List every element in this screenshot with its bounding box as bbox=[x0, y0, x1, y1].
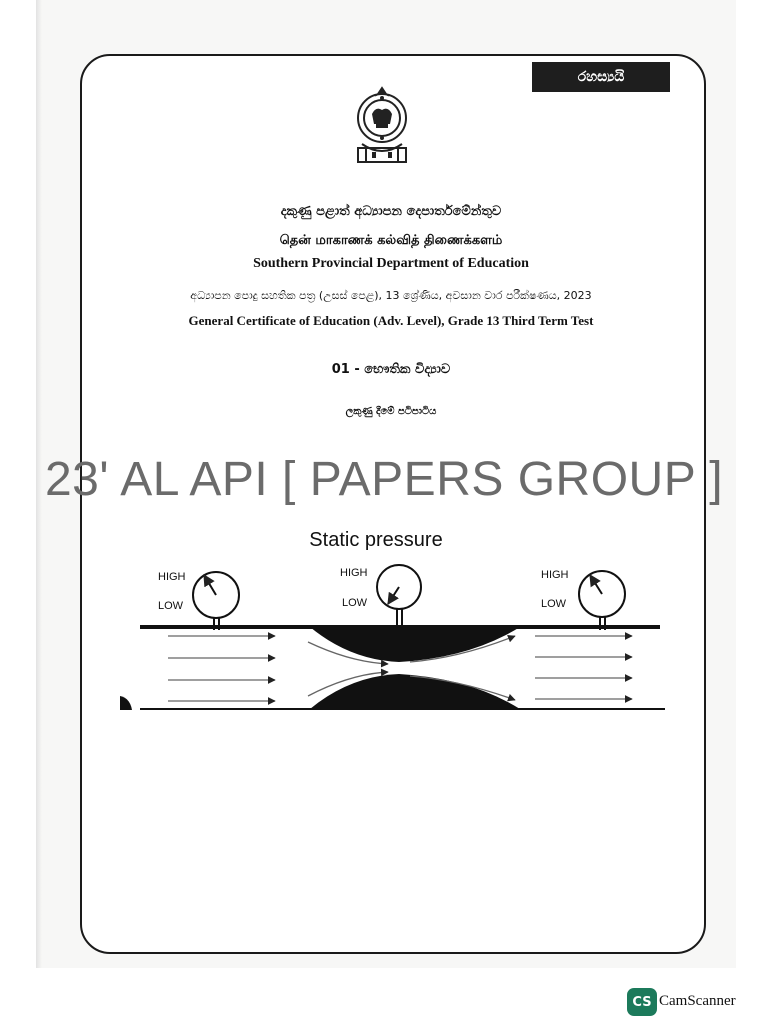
gauge-high-label: HIGH bbox=[340, 567, 368, 579]
department-name-english: Southern Provincial Department of Education bbox=[253, 256, 529, 271]
gauge-low-label: LOW bbox=[342, 597, 368, 609]
camscanner-brand: CamScanner bbox=[659, 993, 736, 1009]
gauge-low-label: LOW bbox=[541, 598, 567, 610]
pressure-gauge-right bbox=[541, 569, 625, 630]
marking-scheme-label: ලකුණු දීමේ පටිපාටිය bbox=[345, 406, 437, 417]
subject-title: 01 - භෞතික විද්‍යාව bbox=[331, 362, 451, 377]
gauge-high-label: HIGH bbox=[158, 571, 186, 583]
pressure-gauge-left bbox=[158, 571, 239, 630]
exam-title-english: General Certificate of Education (Adv. Level), Grade 13 Third Term Test bbox=[188, 313, 594, 328]
camscanner-logo-icon: CS bbox=[627, 988, 657, 1016]
secret-badge: රහස්‍යයි bbox=[532, 62, 670, 92]
sri-lanka-emblem-icon bbox=[352, 84, 412, 166]
diagram-title: Static pressure bbox=[309, 529, 443, 551]
venturi-diagram bbox=[120, 520, 670, 720]
department-name-sinhala: දකුණු පළාත් අධ්‍යාපන දෙපාර්තමේන්තුව bbox=[280, 204, 502, 219]
gauge-high-label: HIGH bbox=[541, 569, 569, 581]
watermark-text: 23' AL API [ PAPERS GROUP ] bbox=[44, 453, 724, 506]
department-name-tamil: தென் மாகாணக் கல்வித் திணைக்களம் bbox=[279, 233, 503, 248]
exam-title-sinhala: අධ්‍යාපන පොදු සහතික පත්‍ර (උසස් පෙළ), 13 ශ්‍රේණිය, අවසාන වාර පරීක්ෂණය, 2023 bbox=[190, 289, 592, 302]
gauge-low-label: LOW bbox=[158, 600, 184, 612]
venturi-pipe bbox=[120, 627, 665, 710]
